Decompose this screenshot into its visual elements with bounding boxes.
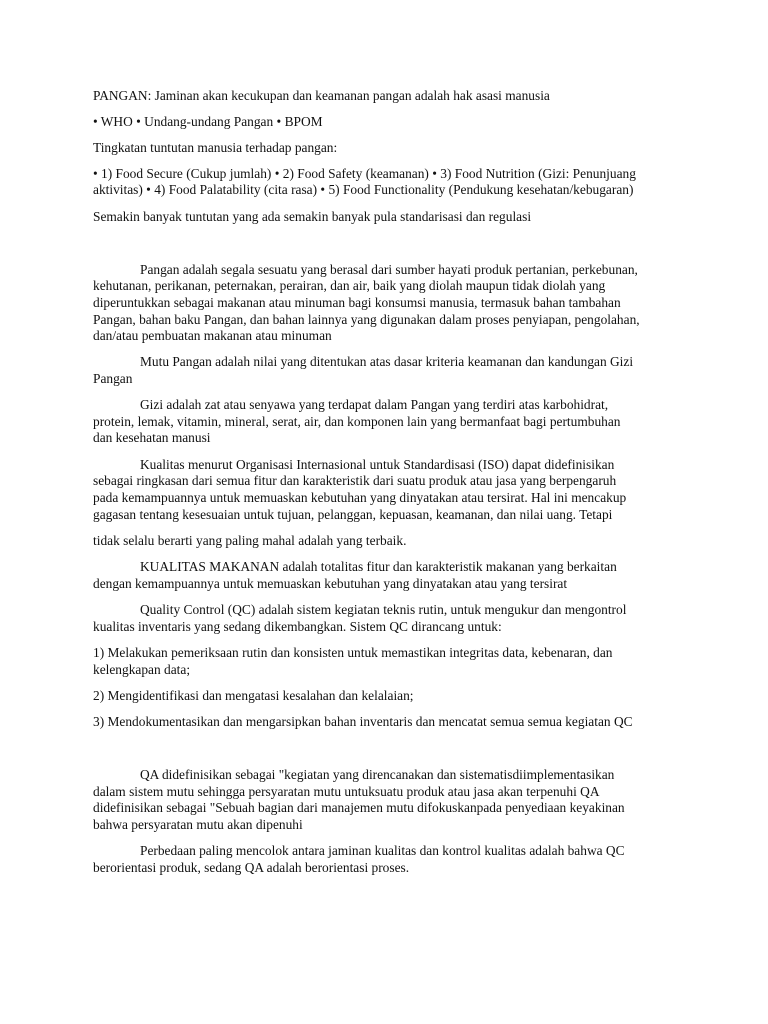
text-line: dan/atau pembuatan makanan atau minuman <box>93 328 332 343</box>
text-line: dalam sistem mutu sehingga persyaratan mutu untuksuatu produk atau jasa akan terpenuhi QA <box>93 784 600 799</box>
text-line: KUALITAS MAKANAN adalah totalitas fitur dan karakteristik makanan yang berkaitan <box>140 559 617 574</box>
text-line: kehutanan, perikanan, peternakan, perairan, dan air, baik yang diolah maupun tidak diolah yang <box>93 278 606 293</box>
text-line: kualitas inventaris yang sedang dikembangkan. Sistem QC dirancang untuk: <box>93 619 502 634</box>
text-line: • WHO • Undang-undang Pangan • BPOM <box>93 114 323 129</box>
text-line: PANGAN: Jaminan akan kecukupan dan keamanan pangan adalah hak asasi manusia <box>93 88 550 103</box>
text-line: didefinisikan sebagai "Sebuah bagian dari manajemen mutu difokuskanpada penyediaan keyakinan <box>93 800 625 815</box>
text-line: tidak selalu berarti yang paling mahal adalah yang terbaik. <box>93 533 407 548</box>
text-line: Quality Control (QC) adalah sistem kegiatan teknis rutin, untuk mengukur dan mengontrol <box>140 602 627 617</box>
text-line: diperuntukkan sebagai makanan atau minuman bagi konsumsi manusia, termasuk bahan tambahan <box>93 295 621 310</box>
text-line: dan kesehatan manusi <box>93 430 211 445</box>
text-line: Gizi adalah zat atau senyawa yang terdapat dalam Pangan yang terdiri atas karbohidrat, <box>140 397 609 412</box>
text-line: sebagai ringkasan dari semua fitur dan karakteristik dari suatu produk atau jasa yang berpengaruh <box>93 473 617 488</box>
text-line: QA didefinisikan sebagai "kegiatan yang direncanakan dan sistematisdiimplementasikan <box>140 767 615 782</box>
text-line: dengan kemampuannya untuk memuaskan kebutuhan yang dinyatakan atau yang tersirat <box>93 576 568 591</box>
text-line: pada kemampuannya untuk memuaskan kebutuhan yang dinyatakan atau tersirat. Hal ini mencakup <box>93 490 627 505</box>
text-line: berorientasi produk, sedang QA adalah berorientasi proses. <box>93 860 410 875</box>
text-line: gagasan tentang kesesuaian untuk tujuan, pelanggan, kepuasan, keamanan, dan nilai uang. Tetapi <box>93 507 613 522</box>
text-line: Tingkatan tuntutan manusia terhadap pangan: <box>93 140 338 155</box>
text-line: Kualitas menurut Organisasi Internasional untuk Standardisasi (ISO) dapat didefinisikan <box>140 457 615 472</box>
text-line: Mutu Pangan adalah nilai yang ditentukan atas dasar kriteria keamanan dan kandungan Gizi <box>140 354 634 369</box>
text-line: • 1) Food Secure (Cukup jumlah) • 2) Food Safety (keamanan) • 3) Food Nutrition (Gizi: Penunjuang <box>93 166 636 181</box>
text-line: Pangan, bahan baku Pangan, dan bahan lainnya yang digunakan dalam proses penyiapan, pengolahan, <box>93 312 640 327</box>
text-line: Pangan <box>93 371 133 386</box>
text-line: bahwa persyaratan mutu akan dipenuhi <box>93 817 303 832</box>
text-line: 2) Mengidentifikasi dan mengatasi kesalahan dan kelalaian; <box>93 688 414 703</box>
text-line: Perbedaan paling mencolok antara jaminan kualitas dan kontrol kualitas adalah bahwa QC <box>140 843 625 858</box>
text-line: Pangan adalah segala sesuatu yang berasal dari sumber hayati produk pertanian, perkebunan, <box>140 262 638 277</box>
text-line: aktivitas) • 4) Food Palatability (cita rasa) • 5) Food Functionality (Pendukung kesehatan/kebugaran) <box>93 182 634 197</box>
text-line: Semakin banyak tuntutan yang ada semakin banyak pula standarisasi dan regulasi <box>93 209 532 224</box>
text-line: protein, lemak, vitamin, mineral, serat, air, dan komponen lain yang bermanfaat bagi pertumbuhan <box>93 414 621 429</box>
text-line: 3) Mendokumentasikan dan mengarsipkan bahan inventaris dan mencatat semua semua kegiatan QC <box>93 714 633 729</box>
text-line: 1) Melakukan pemeriksaan rutin dan konsisten untuk memastikan integritas data, kebenaran, dan <box>93 645 613 660</box>
text-line: kelengkapan data; <box>93 662 191 677</box>
